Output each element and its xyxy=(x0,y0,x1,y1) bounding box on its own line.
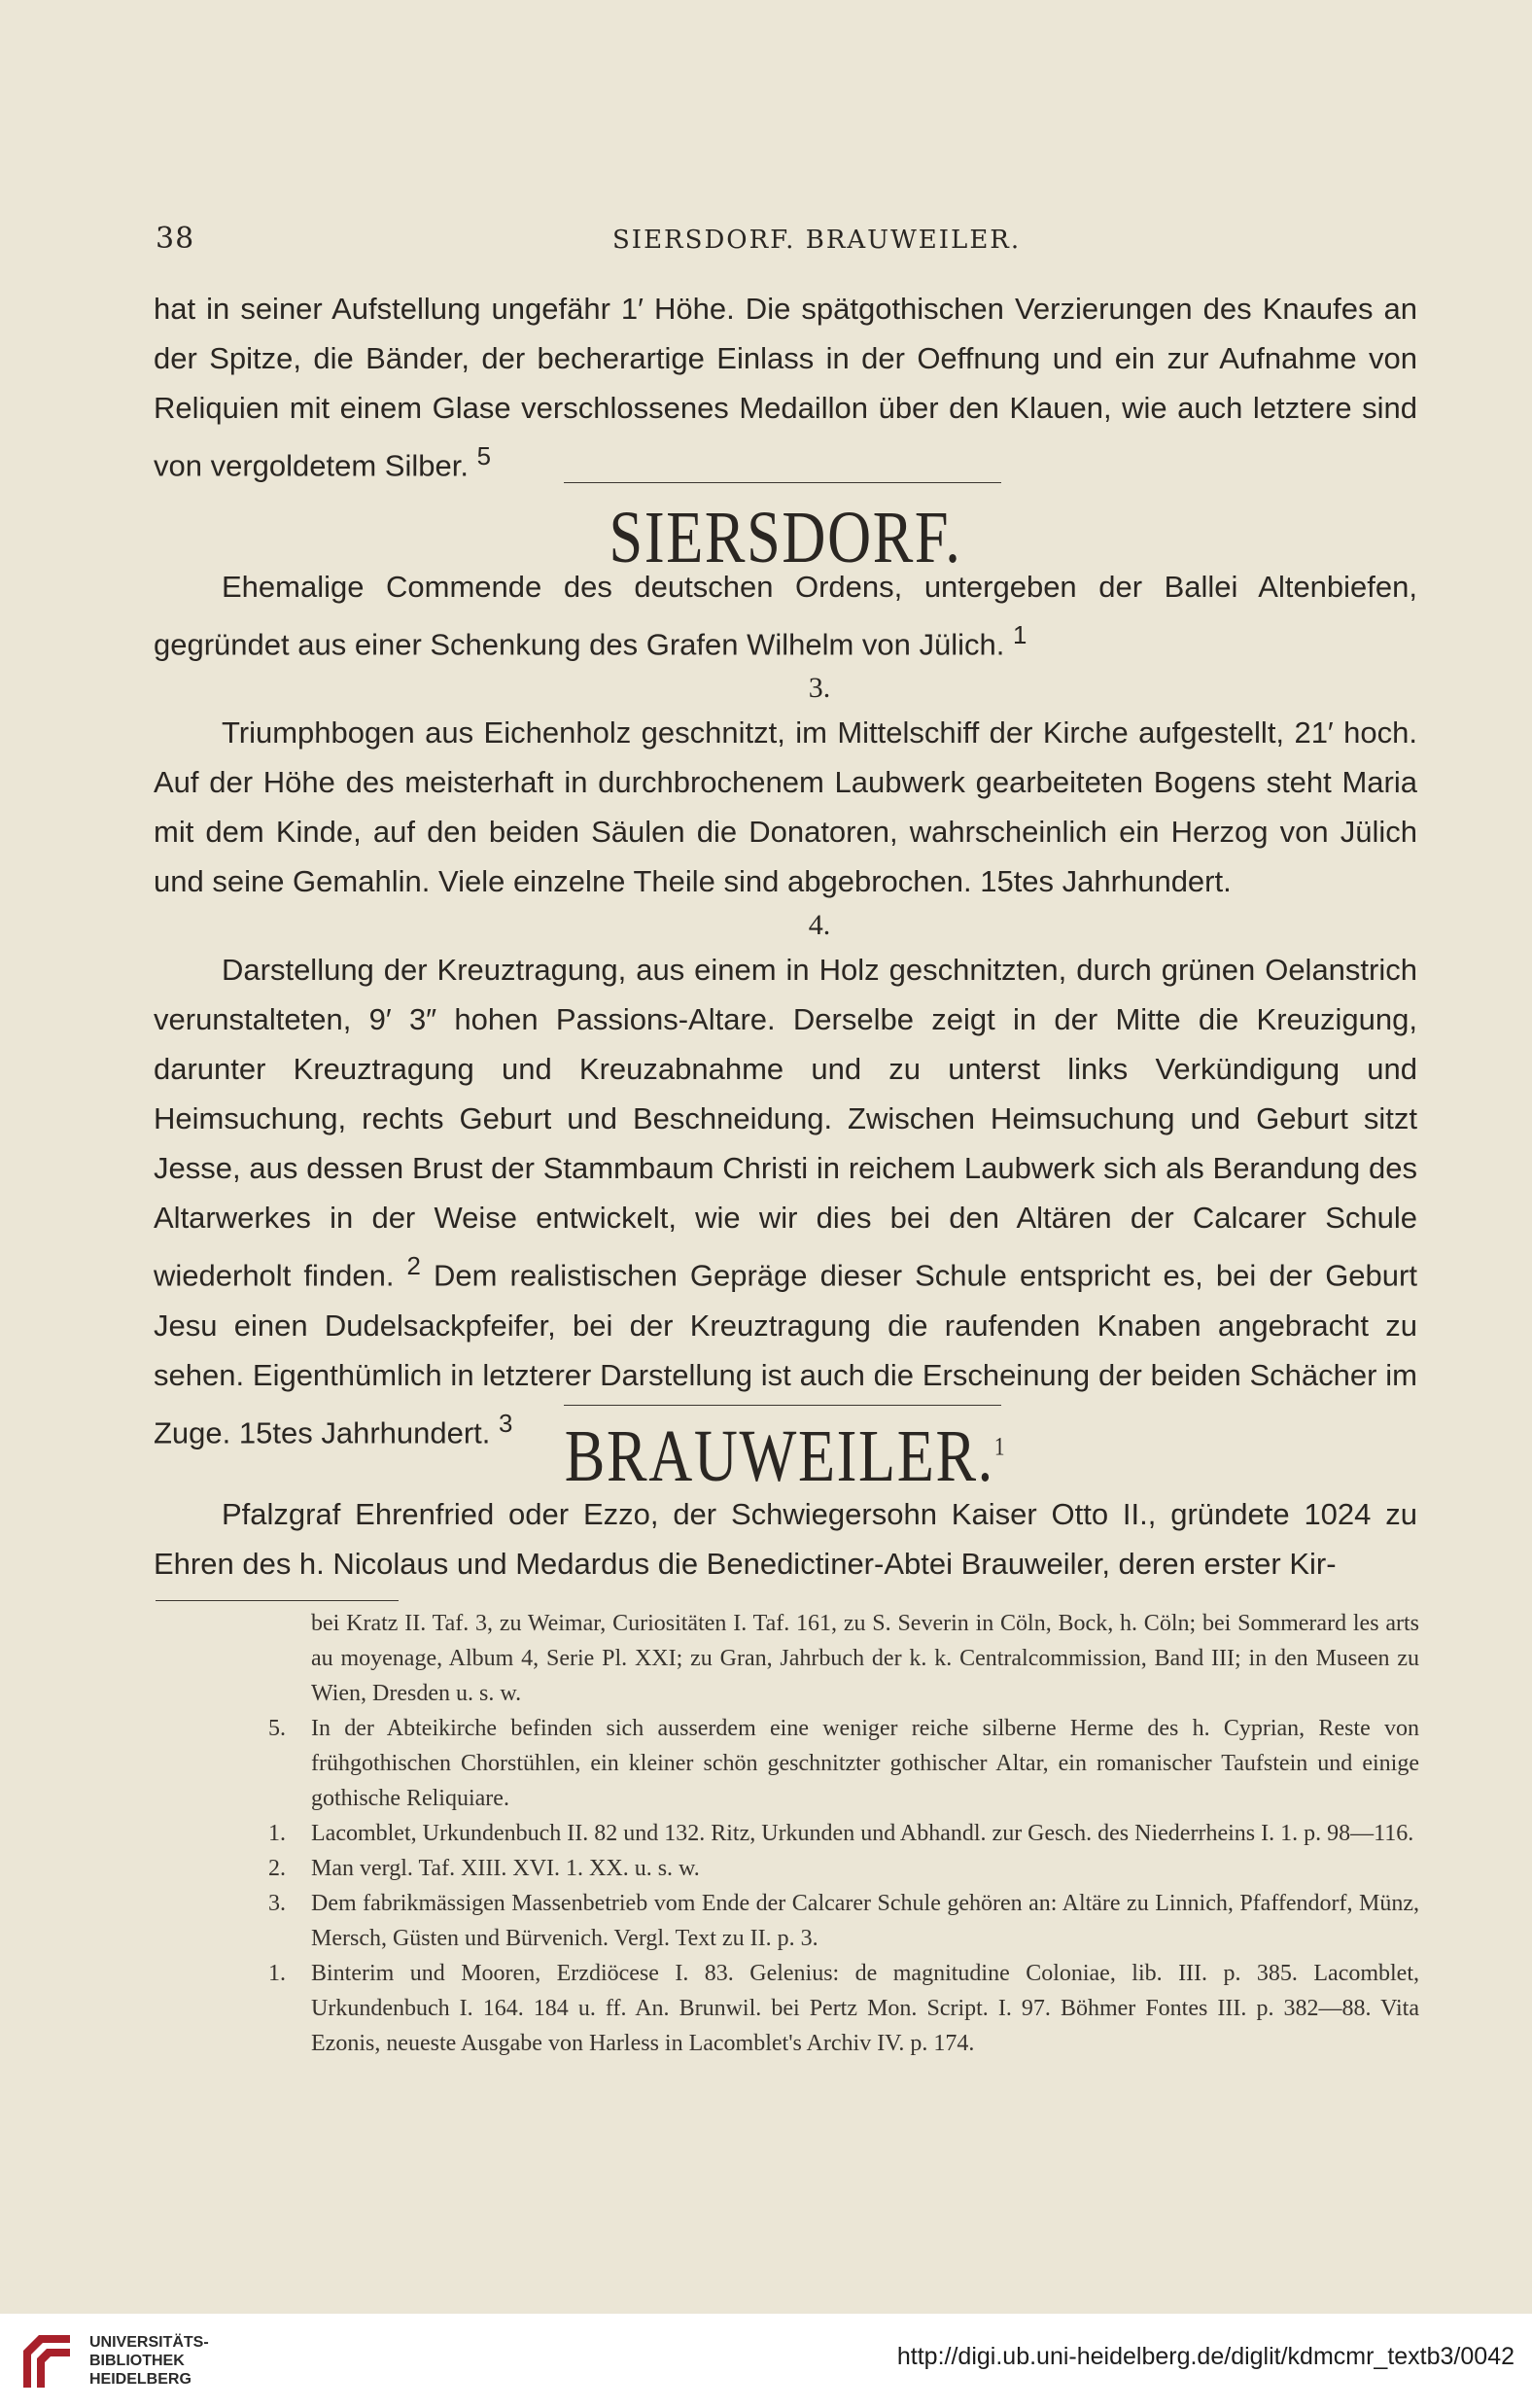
section-divider xyxy=(564,482,1001,483)
footnote-ref: 1 xyxy=(1013,622,1027,649)
footnote: 3. Dem fabrikmässigen Massenbetrieb vom Ende der Calcarer Schule gehören an: Altäre zu Linnich, Pfaffendorf, Münz, Mersch, Güsten und Bürvenich. Vergl. Text zu II. p. 3. xyxy=(268,1891,1419,1951)
siersdorf-section xyxy=(154,562,1417,1457)
footnote: bei Kratz II. Taf. 3, zu Weimar, Curiositäten I. Taf. 161, zu S. Severin in Cöln, Bock, h. Cöln; bei Sommerard les arts au moyenage, Album 4, Serie Pl. XXI; zu Gran, Jahrbuch der k. k. Centralcommission, Band III; in den Museen zu Wien, Dresden u. s. w. xyxy=(311,1611,1419,1706)
brauweiler-intro: Pfalzgraf Ehrenfried oder Ezzo, der Schwiegersohn Kaiser Otto II., gründete 1024 zu Ehren des h. Nicolaus und Medardus die Benedictiner-Abtei Brauweiler, deren erster Kir- xyxy=(154,1497,1417,1581)
page-footer xyxy=(0,2314,1532,2408)
brauweiler-section xyxy=(154,1489,1417,1588)
intro-paragraph-block xyxy=(154,284,1417,490)
item-number-4: 4. xyxy=(808,909,831,942)
item-number-3: 3. xyxy=(808,672,831,705)
footnote-ref: 1 xyxy=(993,1432,1007,1461)
running-title: SIERSDORF. BRAUWEILER. xyxy=(612,226,1022,255)
intro-paragraph: hat in seiner Aufstellung ungefähr 1′ Höhe. Die spätgothischen Verzierungen des Knaufes an der Spitze, die Bänder, der becherartige Einlass in der Oeffnung und ein zur Aufnahme von Reliquien mit einem Glase verschlossenes Medaillon über den Klauen, wie auch letztere sind von vergoldetem Silber. $^5$ xyxy=(154,292,1417,483)
footnote: 2. Man vergl. Taf. XIII. XVI. 1. XX. u. s. w. xyxy=(268,1856,700,1881)
footnotes xyxy=(253,1606,1419,2061)
item-3-text: Triumphbogen aus Eichenholz geschnitzt, im Mittelschiff der Kirche aufgestellt, 21′ hoch. Auf der Höhe des meisterhaft in durchbrochenem Laubwerk gearbeiteten Bogens steht Maria mit dem Kinde, auf den beiden Säulen die Donatoren, wahrscheinlich ein Herzog von Jülich und seine Gemahlin. Viele einzelne Theile sind abgebrochen. 15tes Jahrhundert. xyxy=(154,715,1417,899)
footnote-divider xyxy=(156,1600,399,1601)
section-title-siersdorf: SIERSDORF. xyxy=(609,497,962,578)
section-title-brauweiler: BRAUWEILER.$^1$ xyxy=(564,1415,1007,1497)
page-header xyxy=(156,222,1419,261)
institution-name: UNIVERSITÄTS- BIBLIOTHEK HEIDELBERG xyxy=(89,2334,209,2388)
footnote-ref: 3 xyxy=(499,1410,513,1438)
footnote: 1. Lacomblet, Urkundenbuch II. 82 und 132. Ritz, Urkunden und Abhandl. zur Gesch. des Niederrheins I. 1. p. 98—116. xyxy=(268,1821,1414,1846)
item-4-text: Darstellung der Kreuztragung, aus einem in Holz geschnitzten, durch grünen Oelanstrich verunstalteten, 9′ 3″ hohen Passions-Altare. Derselbe zeigt in der Mitte die Kreuzigung, darunter Kreuztragung und Kreuzabnahme und zu unterst links Verkündigung und Heimsuchung, rechts Geburt und Beschneidung. Zwischen Heimsuchung und Geburt sitzt Jesse, aus dessen Brust der Stammbaum Christi in reichem Laubwerk sich als Berandung des Altarwerkes in der Weise entwickelt, wie wir dies bei den Altären der Calcarer Schule wiederholt finden. $^2$ Dem realistischen Gepräge dieser Schule entspricht es, bei der Geburt Jesu einen Dudelsackpfeifer, bei der Kreuztragung die raufenden Knaben angebracht zu sehen. Eigenthümlich in letzterer Darstellung ist auch die Erscheinung der beiden Schächer im Zuge. 15tes Jahrhundert. $^3$ xyxy=(154,953,1417,1449)
footnote-ref: 2 xyxy=(406,1253,421,1281)
section-divider xyxy=(564,1405,1001,1406)
library-logo-icon xyxy=(17,2329,76,2393)
footnote: 5. In der Abteikirche befinden sich ausserdem eine weniger reiche silberne Herme des h. Cyprian, Reste von frühgothischen Chorstühlen, ein kleiner schön geschnitzter gothischer Altar, ein romanischer Taufstein und einige gothische Reliquiare. xyxy=(268,1716,1419,1811)
siersdorf-intro: Ehemalige Commende des deutschen Ordens, untergeben der Ballei Altenbiefen, gegründet aus einer Schenkung des Grafen Wilhelm von Jülich. $^1$ xyxy=(154,570,1417,662)
source-url-link[interactable]: http://digi.ub.uni-heidelberg.de/diglit/kdmcmr_textb3/0042 xyxy=(896,2343,1515,2370)
footnote: 1. Binterim und Mooren, Erzdiöcese I. 83. Gelenius: de magnitudine Coloniae, lib. III. p. 385. Lacomblet, Urkundenbuch I. 164. 184 u. ff. An. Brunwil. bei Pertz Mon. Script. I. 97. Böhmer Fontes III. p. 382—88. Vita Ezonis, neueste Ausgabe von Harless in Lacomblet's Archiv IV. p. 174. xyxy=(268,1961,1419,2056)
footnote-ref: 5 xyxy=(476,443,491,471)
page-number: 38 xyxy=(156,222,195,256)
